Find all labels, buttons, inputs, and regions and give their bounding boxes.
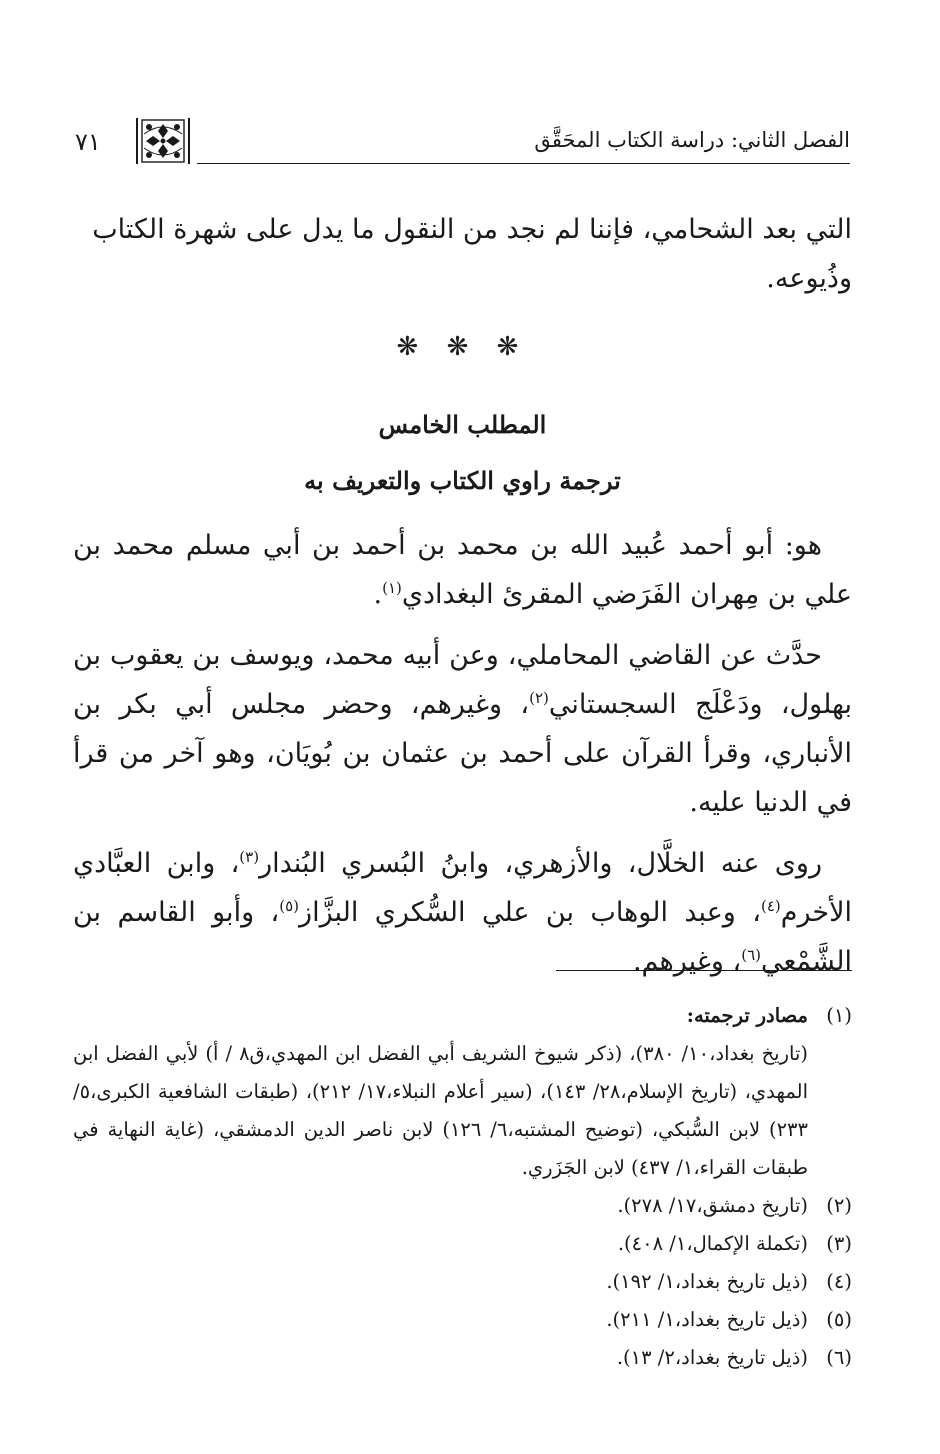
paragraph-text: ، وأبو القاسم بن الشَّمْعي bbox=[73, 897, 852, 977]
footnotes bbox=[73, 997, 852, 1377]
paragraph-text: روى عنه الخلَّال، والأزهري، وابنُ البُسري البُندار bbox=[259, 848, 822, 879]
footnote-text: (تاريخ بغداد،١٠/ ٣٨٠)، (ذكر شيوخ الشريف أبي الفضل ابن المهدي،ق٨ / أ) لأبي الفضل ابن المهدي، (تاريخ الإسلام،٢٨/ ١٤٣)، (سير أعلام النبلاء،١٧/ ٢١٢)، (طبقات الشافعية الكبرى،٥/ ٢٣٣) لابن السُّبكي، (توضيح المشتبه،٦/ ١٢٦) لابن ناصر الدين الدمشقي، (غاية النهاية في طبقات القراء،١/ ٤٣٧) لابن الجَزَري. bbox=[73, 1042, 809, 1179]
footnote-number: (١) bbox=[826, 1004, 852, 1027]
header-rule bbox=[197, 163, 850, 164]
footnote-number: (٥) bbox=[826, 1308, 852, 1331]
paragraph-text: حدَّث عن القاضي المحاملي، وعن أبيه محمد، ويوسف بن يعقوب بن بهلول، ودَعْلَج السجستاني bbox=[73, 640, 852, 720]
footnote-rule bbox=[556, 970, 852, 971]
star-flower-icon: ❋ ❋ ❋ bbox=[396, 332, 529, 362]
paragraph-text: . bbox=[373, 579, 383, 610]
intro-line: التي بعد الشحامي، فإننا لم نجد من النقول ما يدل على شهرة الكتاب bbox=[92, 214, 852, 245]
footnote-text: (ذيل تاريخ بغداد،١/ ١٩٢). bbox=[606, 1270, 808, 1293]
footnote-number: (٤) bbox=[826, 1270, 852, 1293]
footnote bbox=[73, 1339, 852, 1377]
paragraph-identity bbox=[73, 521, 852, 619]
paragraph-text: هو: أبو أحمد عُبيد الله بن محمد بن أحمد بن أبي مسلم محمد بن علي بن مِهران الفَرَضي المقرئ البغدادي bbox=[73, 530, 852, 610]
footnote-number: (٣) bbox=[826, 1232, 852, 1255]
paragraph-teachers bbox=[73, 631, 852, 827]
section-subheading: ترجمة راوي الكتاب والتعريف به bbox=[304, 466, 621, 495]
section-heading: المطلب الخامس bbox=[378, 410, 547, 439]
footnote-ref: (٤) bbox=[760, 897, 781, 915]
footnote bbox=[73, 997, 852, 1187]
footnote bbox=[73, 1225, 852, 1263]
footnote-ref: (٦) bbox=[741, 946, 762, 964]
footnote bbox=[73, 1187, 852, 1225]
footnote-number: (٦) bbox=[826, 1346, 852, 1369]
running-header bbox=[75, 118, 850, 164]
footnote-text: (ذيل تاريخ بغداد،١/ ٢١١). bbox=[606, 1308, 808, 1331]
arabesque-ornament-icon bbox=[135, 118, 191, 164]
paragraph-students bbox=[73, 839, 852, 986]
intro-line-end: وذُيوعه. bbox=[766, 263, 852, 294]
paragraph-text: ، وغيرهم. bbox=[632, 946, 742, 977]
paragraph-text: ، وابن العبَّادي الأخرم bbox=[73, 848, 852, 928]
footnote bbox=[73, 1301, 852, 1339]
footnote-text: (تكملة الإكمال،١/ ٤٠٨). bbox=[617, 1232, 808, 1255]
footnote bbox=[73, 1263, 852, 1301]
footnote-ref: (٢) bbox=[529, 689, 549, 707]
paragraph-text: ، وعبد الوهاب بن علي السُّكري البزَّاز bbox=[299, 897, 761, 928]
page-number: ٧١ bbox=[75, 128, 101, 156]
chapter-title: الفصل الثاني: دراسة الكتاب المحَقَّق bbox=[534, 128, 850, 152]
footnote-ref: (٣) bbox=[239, 848, 260, 866]
paragraph-text: ، وغيرهم، وحضر مجلس أبي بكر بن الأنباري، وقرأ القرآن على أحمد بن عثمان بن بُويَان، وهو آخر من قرأ في الدنيا عليه. bbox=[73, 689, 852, 818]
main-text bbox=[73, 205, 852, 986]
footnote-text: (تاريخ دمشق،١٧/ ٢٧٨). bbox=[617, 1194, 808, 1217]
footnote-ref: (٥) bbox=[279, 897, 300, 915]
footnote-ref: (١) bbox=[382, 579, 402, 597]
footnote-text: (ذيل تاريخ بغداد،٢/ ١٣). bbox=[616, 1346, 808, 1369]
footnote-number: (٢) bbox=[826, 1194, 852, 1217]
footnote-heading: مصادر ترجمته: bbox=[686, 1004, 808, 1027]
